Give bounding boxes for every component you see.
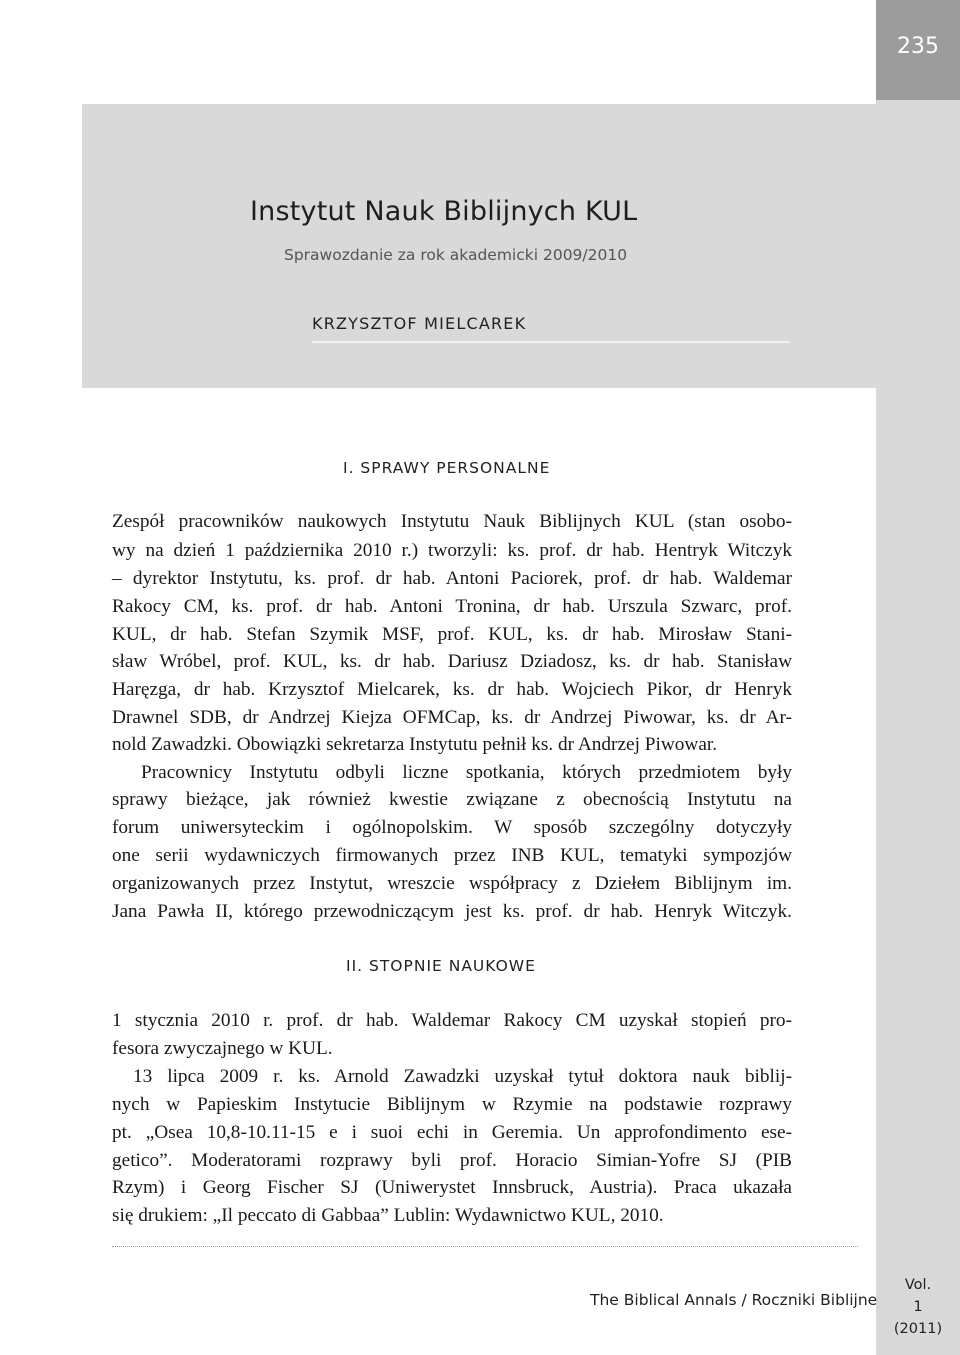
text-line: – dyrektor Instytutu, ks. prof. dr hab. Antoni Paciorek, prof. dr hab. Waldemar bbox=[112, 568, 792, 589]
text-line: się drukiem: „Il peccato di Gabbaa” Lublin: Wydawnictwo KUL, 2010. bbox=[112, 1205, 664, 1226]
footer-volume bbox=[876, 1274, 960, 1340]
footer-divider bbox=[112, 1246, 858, 1247]
text-line: nold Zawadzki. Obowiązki sekretarza Instytutu pełnił ks. dr Andrzej Piwowar. bbox=[112, 734, 718, 755]
page-number: 235 bbox=[897, 34, 939, 59]
text-line: Haręzga, dr hab. Krzysztof Mielcarek, ks. dr hab. Wojciech Pikor, dr Henryk bbox=[112, 679, 792, 700]
right-margin-strip bbox=[876, 0, 960, 1355]
text-line: one serii wydawniczych firmowanych przez INB KUL, tematyki sympozjów bbox=[112, 845, 792, 866]
footer-vol-number: 1 bbox=[913, 1299, 923, 1315]
article-title: Instytut Nauk Biblijnych KUL bbox=[250, 196, 638, 227]
text-line: Drawnel SDB, dr Andrzej Kiejza OFMCap, ks. dr Andrzej Piwowar, ks. dr Ar- bbox=[112, 707, 792, 728]
text-line: 1 stycznia 2010 r. prof. dr hab. Waldemar Rakocy CM uzyskał stopień pro- bbox=[112, 1010, 792, 1031]
text-line: sprawy bieżące, jak również kwestie związane z obecnością Instytutu na bbox=[112, 789, 792, 810]
text-line: sław Wróbel, prof. KUL, ks. dr hab. Dariusz Dziadosz, ks. dr hab. Stanisław bbox=[112, 651, 792, 672]
author-divider bbox=[312, 341, 790, 343]
text-line: Zespół pracowników naukowych Instytutu Nauk Biblijnych KUL (stan osobo- bbox=[112, 511, 792, 532]
footer-year: (2011) bbox=[893, 1321, 943, 1337]
text-line: 13 lipca 2009 r. ks. Arnold Zawadzki uzyskał tytuł doktora nauk biblij- bbox=[133, 1066, 792, 1087]
text-line: wy na dzień 1 października 2010 r.) tworzyli: ks. prof. dr hab. Hentryk Witczyk bbox=[112, 540, 792, 561]
section-heading-degrees: II. STOPNIE NAUKOWE bbox=[346, 957, 536, 975]
text-line: getico”. Moderatorami rozprawy byli prof. Horacio Simian-Yofre SJ (PIB bbox=[112, 1150, 792, 1171]
section-heading-personnel: I. SPRAWY PERSONALNE bbox=[343, 459, 551, 477]
article-author: KRZYSZTOF MIELCAREK bbox=[312, 314, 527, 333]
text-line: Rakocy CM, ks. prof. dr hab. Antoni Tronina, dr hab. Urszula Szwarc, prof. bbox=[112, 596, 792, 617]
footer-journal-title: The Biblical Annals / Roczniki Biblijne bbox=[590, 1291, 878, 1309]
text-line: organizowanych przez Instytut, wreszcie współpracy z Dziełem Biblijnym im. bbox=[112, 873, 792, 894]
article-subtitle: Sprawozdanie za rok akademicki 2009/2010 bbox=[284, 246, 628, 264]
text-line: KUL, dr hab. Stefan Szymik MSF, prof. KUL, ks. dr hab. Mirosław Stani- bbox=[112, 624, 792, 645]
text-line: Jana Pawła II, którego przewodniczącym jest ks. prof. dr hab. Henryk Witczyk. bbox=[112, 901, 792, 922]
text-line: forum uniwersyteckim i ogólnopolskim. W sposób szczególny dotyczyły bbox=[112, 817, 792, 838]
text-line: Rzym) i Georg Fischer SJ (Uniwerystet Innsbruck, Austria). Praca ukazała bbox=[112, 1177, 792, 1198]
text-line: Pracownicy Instytutu odbyli liczne spotkania, których przedmiotem były bbox=[141, 762, 792, 783]
footer-vol-label: Vol. bbox=[904, 1277, 932, 1293]
text-line: nych w Papieskim Instytucie Biblijnym w Rzymie na podstawie rozprawy bbox=[112, 1094, 792, 1115]
text-line: pt. „Osea 10,8-10.11-15 e i suoi echi in Geremia. Un approfondimento ese- bbox=[112, 1122, 792, 1143]
text-line: fesora zwyczajnego w KUL. bbox=[112, 1038, 333, 1059]
